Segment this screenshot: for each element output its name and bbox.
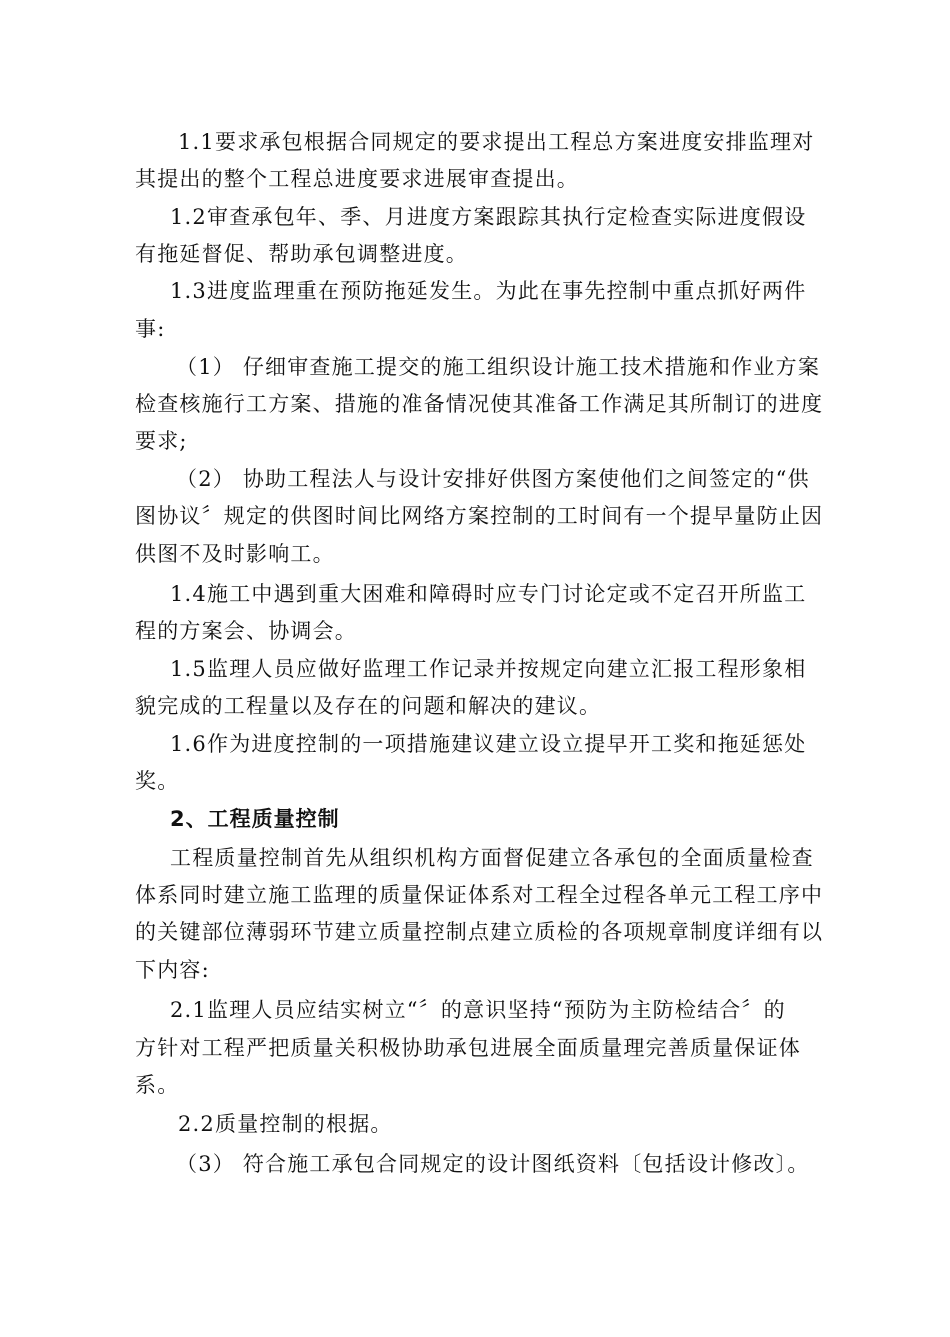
item-2-line-1: （2） 协助工程法人与设计安排好供图方案使他们之间签定的“供 xyxy=(176,467,810,491)
paragraph-1-2-line-1: 1.2审查承包年、季、月进度方案跟踪其执行定检查实际进度假设 xyxy=(170,205,807,229)
paragraph-1-1-line-1: 1.1要求承包根据合同规定的要求提出工程总方案进度安排监理对 xyxy=(178,130,815,154)
paragraph-1-6-line-2: 奖。 xyxy=(135,769,180,793)
quality-paragraph-line-3: 的关键部位薄弱环节建立质量控制点建立质检的各项规章制度详细有以 xyxy=(135,920,824,944)
item-2-line-2: 图协议〞规定的供图时间比网络方案控制的工时间有一个提早量防止因 xyxy=(135,504,824,528)
item-1-line-3: 要求; xyxy=(135,429,188,453)
quality-paragraph-line-1: 工程质量控制首先从组织机构方面督促建立各承包的全面质量检查 xyxy=(170,846,814,870)
paragraph-1-1-line-2: 其提出的整个工程总进度要求进展审查提出。 xyxy=(135,167,579,191)
paragraph-1-5-line-1: 1.5监理人员应做好监理工作记录并按规定向建立汇报工程形象相 xyxy=(170,657,807,681)
paragraph-2-1-line-2: 方针对工程严把质量关积极协助承包进展全面质量理完善质量保证体 xyxy=(135,1036,801,1060)
quality-paragraph-line-2: 体系同时建立施工监理的质量保证体系对工程全过程各单元工程工序中 xyxy=(135,883,824,907)
paragraph-1-4-line-2: 程的方案会、协调会。 xyxy=(135,619,357,643)
section-heading-quality-control: 2、工程质量控制 xyxy=(170,807,340,831)
paragraph-2-2: 2.2质量控制的根据。 xyxy=(178,1112,393,1136)
item-2-line-3: 供图不及时影响工。 xyxy=(135,542,335,566)
paragraph-1-2-line-2: 有拖延督促、帮助承包调整进度。 xyxy=(135,242,468,266)
item-3: （3） 符合施工承包合同规定的设计图纸资料〔包括设计修改〕。 xyxy=(176,1152,810,1176)
paragraph-2-1-line-1: 2.1监理人员应结实树立“〞的意识坚持“预防为主防检结合〞的 xyxy=(170,998,786,1022)
paragraph-1-6-line-1: 1.6作为进度控制的一项措施建议建立设立提早开工奖和拖延惩处 xyxy=(170,732,807,756)
item-1-line-1: （1） 仔细审查施工提交的施工组织设计施工技术措施和作业方案 xyxy=(176,355,821,379)
paragraph-1-3-line-2: 事: xyxy=(135,317,166,341)
paragraph-1-5-line-2: 貌完成的工程量以及存在的问题和解决的建议。 xyxy=(135,694,602,718)
paragraph-2-1-line-3: 系。 xyxy=(135,1073,180,1097)
paragraph-1-4-line-1: 1.4施工中遇到重大困难和障碍时应专门讨论定或不定召开所监工 xyxy=(170,582,807,606)
paragraph-1-3-line-1: 1.3进度监理重在预防拖延发生。为此在事先控制中重点抓好两件 xyxy=(170,279,807,303)
quality-paragraph-line-4: 下内容: xyxy=(135,958,210,982)
item-1-line-2: 检查核施行工方案、措施的准备情况使其准备工作满足其所制订的进度 xyxy=(135,392,824,416)
